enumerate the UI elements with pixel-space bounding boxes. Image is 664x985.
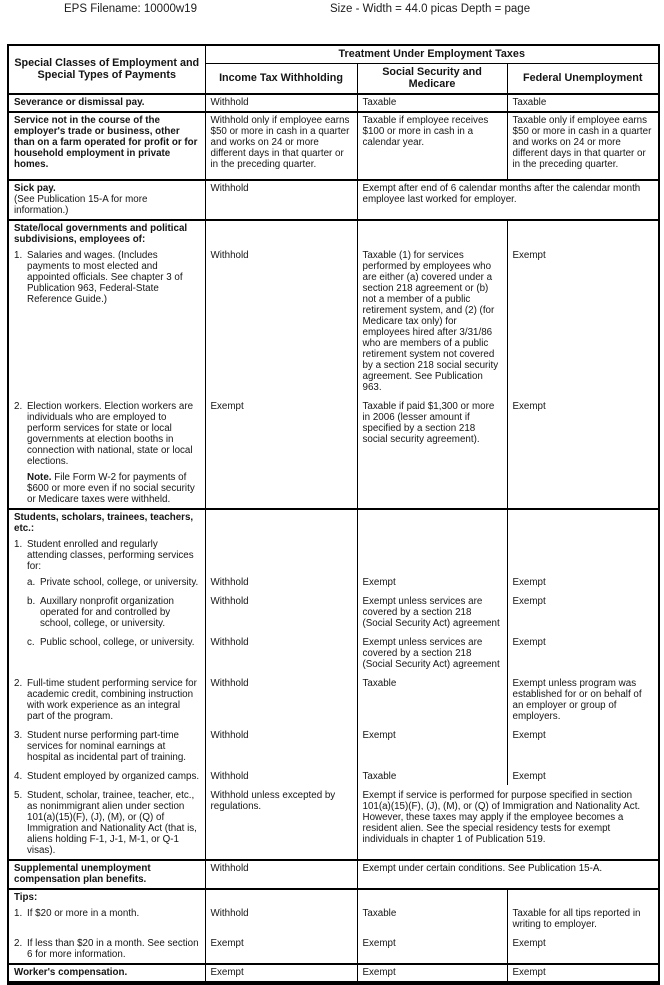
cell-tips2-itw: Exempt [205,933,357,964]
row-workers-compensation [8,964,659,983]
cell-students4-futa: Exempt [507,766,659,785]
cell-students5-label: 5. Student, scholar, trainee, teacher, etc., as nonimmigrant alien under section 101(a)(15)(F), (J), (M), or (Q) of Immigration and Nationality Act (that is, aliens holding F-1, J-1, M-1, or Q-1 visas). [14,789,197,856]
row-students-item2 [8,673,659,725]
cell-state2-itw: Exempt [205,396,357,509]
note-election-workers: Note. File Form W-2 for payments of $600 or more even if no social security or Medicare taxes were withheld. [27,471,195,505]
cell-students1a-label: a. Private school, college, or university. [27,576,199,588]
col-header-special-classes: Special Classes of Employment and Special Types of Payments [8,45,205,94]
cell-state-local-heading: State/local governments and political subdivisions, employees of: [8,220,205,248]
cell-state2-label: 2. Election workers. Election workers are individuals who are employed to perform services for state or local governments at election booths in connection with national, state or local elections. Note. File Form W-2 for payments of $600 or more even if no social security or Medicare taxes were withheld. [8,396,205,509]
row-severance [8,94,659,112]
cell-students1-label: 1. Student enrolled and regularly attending classes, performing services for: [14,538,194,572]
cell-students1b-label: b. Auxillary nonprofit organization operated for and controlled by school, college, or university. [27,595,174,629]
cell-students2-itw: Withhold [205,673,357,725]
row-students-heading [8,509,659,537]
cell-sick-label: Sick pay. (See Publication 15-A for more information.) [8,180,205,220]
cell-severance-label: Severance or dismissal pay. [8,94,205,112]
cell-supplemental-ssm-futa: Exempt under certain conditions. See Publication 15-A. [357,860,659,889]
cell-students3-label: 3. Student nurse performing part-time services for nominal earnings at hospital as incidental part of training. [14,729,187,763]
cell-students1c-futa: Exempt [507,632,659,673]
cell-students5-itw: Withhold unless excepted by regulations. [205,785,357,860]
cell-empty [507,220,659,248]
cell-supplemental-label: Supplemental unemployment compensation plan benefits. [8,860,205,889]
col-header-federal-unemployment: Federal Unemployment [507,63,659,94]
cell-workers-futa: Exempt [507,964,659,983]
employment-tax-treatment-table [7,44,660,985]
cell-state2-ssm: Taxable if paid $1,300 or more in 2006 (lesser amount if specified by a section 218 social security agreement). [357,396,507,509]
cell-empty [357,220,507,248]
row-state-local-item1 [8,248,659,396]
cell-workers-label: Worker's compensation. [8,964,205,983]
group-header-treatment: Treatment Under Employment Taxes [205,45,659,63]
cell-service-itw: Withhold only if employee earns $50 or more in cash in a quarter and works on 24 or more different days in that quarter or in the preceding quarter. [205,112,357,180]
cell-empty [357,889,507,906]
size-label: Size - Width = 44.0 picas Depth = page [330,3,531,15]
col-header-social-security-medicare: Social Security and Medicare [357,63,507,94]
cell-students2-ssm: Taxable [357,673,507,725]
cell-empty [205,509,357,537]
cell-empty [205,220,357,248]
cell-sick-itw: Withhold [205,180,357,220]
row-students-item5 [8,785,659,860]
cell-empty [357,537,507,575]
cell-students-heading: Students, scholars, trainees, teachers, etc.: [8,509,205,537]
row-students-item3 [8,725,659,766]
row-state-local-item2 [8,396,659,509]
cell-students1c-itw: Withhold [205,632,357,673]
cell-severance-futa: Taxable [507,94,659,112]
cell-tips2-label: 2. If less than $20 in a month. See section 6 for more information. [14,937,199,960]
row-students-item1a [8,575,659,591]
cell-students1b-futa: Exempt [507,591,659,632]
cell-students4-ssm: Taxable [357,766,507,785]
cell-service-label: Service not in the course of the employer's trade or business, other than on a farm operated for profit or for household employment in private homes. [8,112,205,180]
cell-students3-itw: Withhold [205,725,357,766]
cell-severance-ssm: Taxable [357,94,507,112]
row-tips-item1 [8,906,659,933]
cell-students1b-itw: Withhold [205,591,357,632]
row-students-item1 [8,537,659,575]
cell-tips1-itw: Withhold [205,906,357,933]
row-service-not-in-course [8,112,659,180]
cell-tips2-ssm: Exempt [357,933,507,964]
cell-service-ssm: Taxable if employee receives $100 or more in cash in a calendar year. [357,112,507,180]
row-tips-item2 [8,933,659,964]
cell-students1b-ssm: Exempt unless services are covered by a section 218 (Social Security Act) agreement [357,591,507,632]
row-students-item1b [8,591,659,632]
cell-students1a-itw: Withhold [205,575,357,591]
cell-state1-ssm: Taxable (1) for services performed by employees who are either (a) covered under a section 218 agreement or (b) not a member of a public retirement system, and (2) (for Medicare tax only) for employees hired after 3/31/86 who are members of a public retirement system not covered by a section 218 social security agreement. See Publication 963. [357,248,507,396]
cell-empty [507,509,659,537]
cell-workers-itw: Exempt [205,964,357,983]
cell-students1c-ssm: Exempt unless services are covered by a section 218 (Social Security Act) agreement [357,632,507,673]
row-tips-heading [8,889,659,906]
col-header-income-tax-withholding: Income Tax Withholding [219,71,343,84]
cell-empty [507,889,659,906]
cell-tips1-ssm: Taxable [357,906,507,933]
cell-empty [205,889,357,906]
row-sick-pay [8,180,659,220]
cell-students4-itw: Withhold [205,766,357,785]
row-students-item1c [8,632,659,673]
cell-empty [205,537,357,575]
cell-students2-label: 2. Full-time student performing service for academic credit, combining instruction with work experience as an integral part of the program. [14,677,197,722]
cell-state1-futa: Exempt [507,248,659,396]
eps-filename-label: EPS Filename: 10000w19 [64,3,197,15]
cell-state1-itw: Withhold [205,248,357,396]
cell-students1c-label: c. Public school, college, or university. [27,636,195,648]
cell-tips1-label: 1. If $20 or more in a month. [14,907,140,919]
header-row-group [8,45,659,63]
cell-tips2-futa: Exempt [507,933,659,964]
cell-students2-futa: Exempt unless program was established for or on behalf of an employer or group of employers. [507,673,659,725]
cell-service-futa: Taxable only if employee earns $50 or more in cash in a quarter and works on 24 or more different days in that quarter or in the preceding quarter. [507,112,659,180]
cell-sick-ssm-futa: Exempt after end of 6 calendar months after the calendar month employee last worked for employer. [357,180,659,220]
cell-workers-ssm: Exempt [357,964,507,983]
cell-tips1-futa: Taxable for all tips reported in writing to employer. [507,906,659,933]
cell-state2-futa: Exempt [507,396,659,509]
cell-students3-futa: Exempt [507,725,659,766]
cell-severance-itw: Withhold [205,94,357,112]
cell-empty [507,537,659,575]
cell-students1a-futa: Exempt [507,575,659,591]
cell-tips-heading: Tips: [8,889,205,906]
row-students-item4 [8,766,659,785]
cell-students1a-ssm: Exempt [357,575,507,591]
cell-students4-label: 4. Student employed by organized camps. [14,770,200,782]
cell-state1-label: 1. Salaries and wages. (Includes payments to most elected and appointed officials. See chapter 3 of Publication 963, Federal-State Reference Guide.) [14,249,183,305]
cell-empty [357,509,507,537]
cell-supplemental-itw: Withhold [205,860,357,889]
row-state-local-heading [8,220,659,248]
cell-students3-ssm: Exempt [357,725,507,766]
cell-students5-ssm-futa: Exempt if service is performed for purpose specified in section 101(a)(15)(F), (J), (M), or (Q) of Immigration and Nationality Act. However, these taxes may apply if the employee becomes a resident alien. See the special residency tests for exempt individuals in chapter 1 of Publication 519. [357,785,659,860]
row-supplemental [8,860,659,889]
